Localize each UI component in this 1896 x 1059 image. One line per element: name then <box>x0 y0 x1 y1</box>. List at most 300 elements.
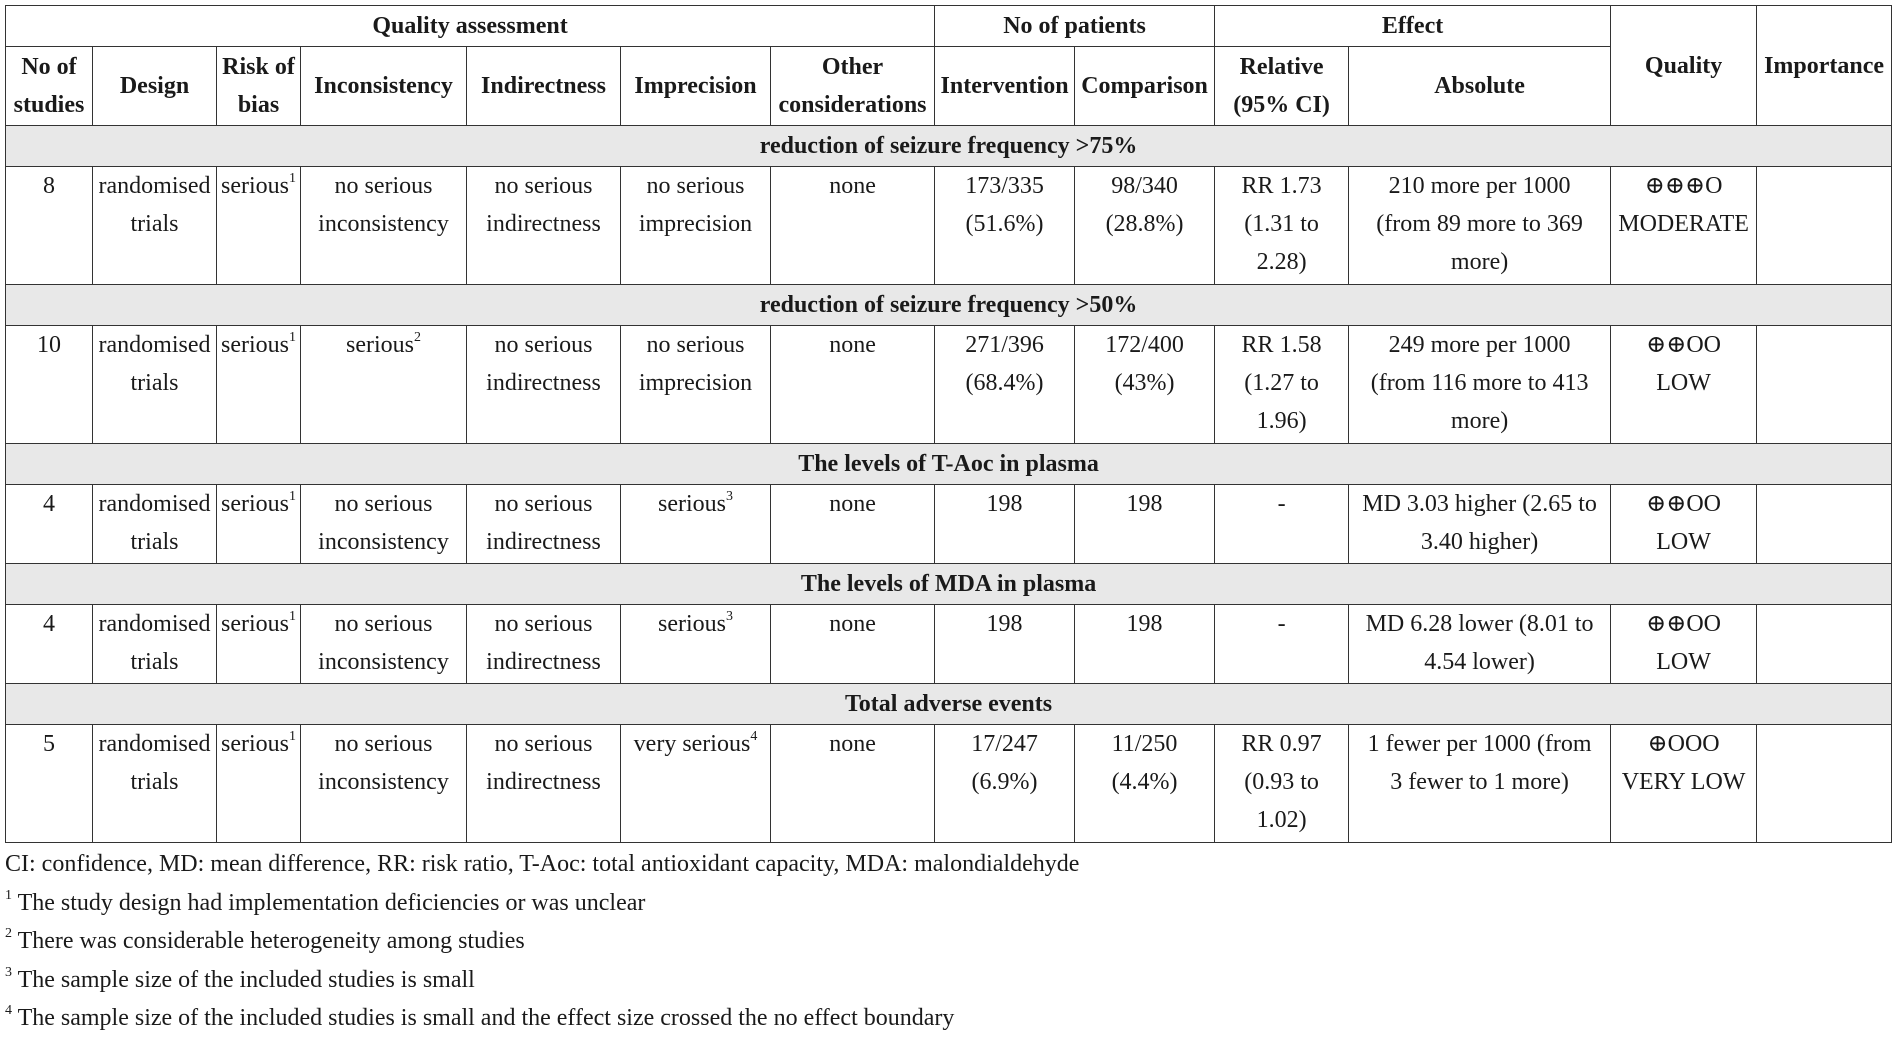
inconsistency-cell <box>301 167 467 285</box>
cell-text: 173/335 <box>965 173 1044 199</box>
cell-text: 172/400 <box>1105 332 1184 358</box>
cell-text: none <box>829 731 876 757</box>
cell-line <box>468 364 619 402</box>
footnote-marker: 2 <box>414 330 421 345</box>
cell-text: 4 <box>43 611 55 637</box>
cell-line <box>622 364 769 402</box>
no-of-studies-header: No of studies <box>6 47 93 126</box>
risk-of-bias-cell <box>217 326 301 444</box>
cell-line <box>302 326 465 364</box>
cell-line <box>302 725 465 763</box>
table-row <box>6 485 1892 564</box>
cell-text: MODERATE <box>1618 211 1749 237</box>
cell-line <box>936 725 1073 763</box>
cell-line <box>1612 364 1755 402</box>
cell-text: no serious <box>494 332 593 358</box>
cell-text: 210 more per 1000 <box>1388 173 1571 199</box>
cell-text: ⊕⊕OO <box>1646 491 1722 517</box>
cell-line <box>1216 725 1347 763</box>
indirectness-cell <box>467 485 621 564</box>
cell-text: MD 3.03 higher (2.65 to <box>1362 491 1597 517</box>
cell-line <box>468 326 619 364</box>
cell-line <box>1216 801 1347 839</box>
intervention-cell <box>935 605 1075 684</box>
footnote-marker: 1 <box>289 171 296 186</box>
abbreviations-note: CI: confidence, MD: mean difference, RR: risk ratio, T-Aoc: total antioxidant capacity, MDA: malondialdehyde <box>5 851 1080 877</box>
cell-text: 198 <box>1126 491 1163 517</box>
quality-cell <box>1611 326 1757 444</box>
relative-effect-cell <box>1215 485 1349 564</box>
cell-text: very serious <box>633 731 751 757</box>
imprecision-cell <box>621 725 771 843</box>
indirectness-header: Indirectness <box>467 47 621 126</box>
cell-text: - <box>1277 611 1286 637</box>
cell-text: 1.96) <box>1256 408 1307 434</box>
cell-text: randomised <box>98 611 211 637</box>
design-cell <box>93 725 217 843</box>
cell-line <box>94 167 215 205</box>
cell-line <box>1076 605 1213 643</box>
cell-line <box>1350 326 1609 364</box>
cell-line <box>468 605 619 643</box>
cell-line <box>94 763 215 801</box>
cell-line <box>302 523 465 561</box>
cell-text: (6.9%) <box>971 769 1038 795</box>
relative-effect-cell <box>1215 725 1349 843</box>
cell-text: 3.40 higher) <box>1420 529 1539 555</box>
cell-text: 8 <box>43 173 55 199</box>
cell-text: no serious <box>646 173 745 199</box>
cell-text: serious <box>221 611 289 637</box>
cell-line <box>1350 485 1609 523</box>
cell-text: - <box>1277 491 1286 517</box>
cell-text: 10 <box>37 332 61 358</box>
comparison-cell <box>1075 725 1215 843</box>
cell-text: (0.93 to <box>1244 769 1319 795</box>
cell-text: (4.4%) <box>1111 769 1178 795</box>
cell-text: indirectness <box>486 211 601 237</box>
footnote-text: There was considerable heterogeneity among studies <box>17 928 525 954</box>
cell-text: indirectness <box>486 649 601 675</box>
cell-line <box>622 326 769 364</box>
cell-text: indirectness <box>486 370 601 396</box>
cell-text: serious <box>658 491 726 517</box>
footnote-item <box>5 922 1891 961</box>
cell-text: ⊕⊕OO <box>1646 611 1722 637</box>
cell-line <box>1216 485 1347 523</box>
cell-text: 4.54 lower) <box>1424 649 1535 675</box>
other-considerations-cell <box>771 725 935 843</box>
group-header-row <box>6 6 1892 47</box>
imprecision-cell <box>621 167 771 285</box>
cell-text: 198 <box>1126 611 1163 637</box>
cell-text: 98/340 <box>1111 173 1178 199</box>
cell-text: indirectness <box>486 769 601 795</box>
inconsistency-cell <box>301 326 467 444</box>
cell-text: no serious <box>334 173 433 199</box>
cell-text: ⊕OOO <box>1647 731 1720 757</box>
cell-text: 3 fewer to 1 more) <box>1390 769 1569 795</box>
cell-line <box>1612 725 1755 763</box>
inconsistency-header: Inconsistency <box>301 47 467 126</box>
cell-text: serious <box>221 731 289 757</box>
quality-cell <box>1611 725 1757 843</box>
cell-text: (28.8%) <box>1105 211 1184 237</box>
absolute-effect-cell <box>1349 605 1611 684</box>
cell-text: randomised <box>98 173 211 199</box>
importance-cell <box>1757 485 1892 564</box>
cell-line <box>1076 326 1213 364</box>
cell-line <box>1350 725 1609 763</box>
footnote-number: 4 <box>5 1003 12 1018</box>
cell-line <box>1350 205 1609 243</box>
cell-line <box>1350 402 1609 440</box>
importance-header: Importance <box>1757 6 1892 126</box>
cell-line <box>1612 205 1755 243</box>
cell-text: (1.27 to <box>1244 370 1319 396</box>
cell-line <box>936 205 1073 243</box>
cell-line <box>94 523 215 561</box>
cell-line <box>936 326 1073 364</box>
no-of-studies-cell <box>6 725 93 843</box>
cell-line <box>1076 485 1213 523</box>
imprecision-cell <box>621 326 771 444</box>
relative-effect-cell <box>1215 605 1349 684</box>
cell-text: no serious <box>494 611 593 637</box>
cell-text: trials <box>130 211 179 237</box>
cell-text: trials <box>130 769 179 795</box>
cell-line <box>1350 643 1609 681</box>
indirectness-cell <box>467 326 621 444</box>
importance-cell <box>1757 167 1892 285</box>
section-header-row <box>6 564 1892 605</box>
table-row <box>6 326 1892 444</box>
cell-line <box>1612 643 1755 681</box>
cell-line <box>94 326 215 364</box>
cell-line <box>302 643 465 681</box>
quality-cell <box>1611 167 1757 285</box>
cell-text: (from 89 more to 369 <box>1376 211 1583 237</box>
column-header-row <box>6 47 1892 126</box>
cell-text: 249 more per 1000 <box>1388 332 1571 358</box>
intervention-cell <box>935 326 1075 444</box>
cell-text: LOW <box>1656 529 1711 555</box>
cell-text: 2.28) <box>1256 249 1307 275</box>
cell-line <box>1350 605 1609 643</box>
cell-text: 1.02) <box>1256 807 1307 833</box>
design-cell <box>93 167 217 285</box>
cell-text: more) <box>1450 249 1509 275</box>
relative-effect-header: Relative (95% CI) <box>1215 47 1349 126</box>
no-of-studies-cell <box>6 167 93 285</box>
cell-line <box>622 725 769 763</box>
footnote-marker: 1 <box>289 330 296 345</box>
cell-line <box>94 364 215 402</box>
risk-of-bias-cell <box>217 605 301 684</box>
cell-line <box>1216 763 1347 801</box>
cell-text: (1.31 to <box>1244 211 1319 237</box>
footnote-marker: 3 <box>726 609 733 624</box>
cell-line <box>1612 523 1755 561</box>
cell-text: imprecision <box>638 370 753 396</box>
importance-cell <box>1757 605 1892 684</box>
footnote-number: 2 <box>5 926 12 941</box>
cell-line <box>1350 523 1609 561</box>
section-title: reduction of seizure frequency >50% <box>6 285 1892 326</box>
cell-line <box>1216 364 1347 402</box>
cell-line <box>1216 167 1347 205</box>
cell-text: 198 <box>986 611 1023 637</box>
indirectness-cell <box>467 725 621 843</box>
intervention-cell <box>935 485 1075 564</box>
cell-text: none <box>829 332 876 358</box>
inconsistency-cell <box>301 725 467 843</box>
section-title: Total adverse events <box>6 684 1892 725</box>
section-header-row <box>6 126 1892 167</box>
cell-line <box>302 205 465 243</box>
cell-line <box>936 364 1073 402</box>
cell-line <box>936 763 1073 801</box>
cell-line <box>1216 326 1347 364</box>
cell-text: no serious <box>334 731 433 757</box>
cell-text: imprecision <box>638 211 753 237</box>
cell-line <box>468 643 619 681</box>
no-of-studies-cell <box>6 605 93 684</box>
cell-line <box>468 523 619 561</box>
footnote-number: 1 <box>5 887 12 903</box>
cell-text: serious <box>346 332 414 358</box>
table-footnotes <box>5 845 1891 1038</box>
indirectness-cell <box>467 605 621 684</box>
cell-text: RR 0.97 <box>1241 731 1322 757</box>
cell-line <box>622 605 769 643</box>
cell-text: serious <box>221 332 289 358</box>
section-title: reduction of seizure frequency >75% <box>6 126 1892 167</box>
importance-cell <box>1757 725 1892 843</box>
cell-line <box>302 605 465 643</box>
footnote-list <box>5 884 1891 1038</box>
design-header: Design <box>93 47 217 126</box>
footnote-text: The sample size of the included studies is small and the effect size crossed the no effect boundary <box>17 1005 955 1031</box>
absolute-effect-cell <box>1349 167 1611 285</box>
imprecision-cell <box>621 605 771 684</box>
cell-text: trials <box>130 649 179 675</box>
cell-line <box>94 725 215 763</box>
cell-text: (43%) <box>1114 370 1175 396</box>
footnote-text: The sample size of the included studies is small <box>17 966 475 993</box>
cell-line <box>94 605 215 643</box>
cell-text: inconsistency <box>318 649 449 675</box>
other-considerations-header: Other considerations <box>771 47 935 126</box>
section-header-row <box>6 684 1892 725</box>
indirectness-cell <box>467 167 621 285</box>
cell-text: RR 1.73 <box>1241 173 1322 199</box>
comparison-cell <box>1075 605 1215 684</box>
footnote-marker: 3 <box>726 489 733 504</box>
cell-text: trials <box>130 529 179 555</box>
cell-line <box>1612 763 1755 801</box>
cell-text: indirectness <box>486 529 601 555</box>
cell-line <box>622 485 769 523</box>
cell-line <box>1076 205 1213 243</box>
intervention-cell <box>935 725 1075 843</box>
cell-line <box>94 205 215 243</box>
table-row <box>6 725 1892 843</box>
cell-line <box>468 205 619 243</box>
cell-text: none <box>829 491 876 517</box>
absolute-effect-cell <box>1349 326 1611 444</box>
cell-line <box>94 643 215 681</box>
cell-line <box>1076 763 1213 801</box>
comparison-cell <box>1075 326 1215 444</box>
cell-text: no serious <box>646 332 745 358</box>
table-row <box>6 167 1892 285</box>
cell-line <box>1216 205 1347 243</box>
footnote-number: 3 <box>5 964 12 980</box>
cell-line <box>1350 763 1609 801</box>
design-cell <box>93 605 217 684</box>
cell-line <box>302 763 465 801</box>
grade-evidence-table-container <box>5 5 1891 1038</box>
cell-line <box>1076 364 1213 402</box>
cell-line <box>1216 402 1347 440</box>
cell-text: 198 <box>986 491 1023 517</box>
quality-cell <box>1611 485 1757 564</box>
risk-of-bias-cell <box>217 167 301 285</box>
risk-of-bias-header: Risk of bias <box>217 47 301 126</box>
footnote-marker: 1 <box>289 729 296 744</box>
cell-line <box>1350 167 1609 205</box>
footnote-marker: 1 <box>289 609 296 624</box>
cell-text: no serious <box>334 491 433 517</box>
absolute-effect-cell <box>1349 725 1611 843</box>
cell-text: randomised <box>98 491 211 517</box>
quality-header: Quality <box>1611 6 1757 126</box>
cell-text: trials <box>130 370 179 396</box>
relative-effect-cell <box>1215 167 1349 285</box>
no-of-studies-cell <box>6 326 93 444</box>
cell-text: 271/396 <box>965 332 1044 358</box>
cell-text: none <box>829 611 876 637</box>
cell-line <box>1612 326 1755 364</box>
cell-line <box>468 725 619 763</box>
cell-text: no serious <box>494 173 593 199</box>
cell-text: 17/247 <box>971 731 1038 757</box>
cell-line <box>468 485 619 523</box>
cell-text: RR 1.58 <box>1241 332 1322 358</box>
footnote-text: The study design had implementation deficiencies or was unclear <box>17 889 646 916</box>
cell-text: MD 6.28 lower (8.01 to <box>1365 611 1594 637</box>
other-considerations-cell <box>771 326 935 444</box>
cell-line <box>1076 167 1213 205</box>
design-cell <box>93 326 217 444</box>
cell-line <box>1076 725 1213 763</box>
section-title: The levels of MDA in plasma <box>6 564 1892 605</box>
cell-text: LOW <box>1656 649 1711 675</box>
cell-line <box>468 167 619 205</box>
cell-text: ⊕⊕OO <box>1646 332 1722 358</box>
quality-cell <box>1611 605 1757 684</box>
imprecision-cell <box>621 485 771 564</box>
cell-line <box>622 205 769 243</box>
effect-header: Effect <box>1215 6 1611 47</box>
table-row <box>6 605 1892 684</box>
cell-text: (from 116 more to 413 <box>1370 370 1589 396</box>
cell-text: 1 fewer per 1000 (from <box>1367 731 1592 757</box>
cell-text: (68.4%) <box>965 370 1044 396</box>
comparison-cell <box>1075 167 1215 285</box>
comparison-header: Comparison <box>1075 47 1215 126</box>
no-of-studies-cell <box>6 485 93 564</box>
cell-line <box>1216 605 1347 643</box>
inconsistency-cell <box>301 605 467 684</box>
other-considerations-cell <box>771 485 935 564</box>
cell-line <box>468 763 619 801</box>
relative-effect-cell <box>1215 326 1349 444</box>
cell-text: no serious <box>494 491 593 517</box>
cell-text: randomised <box>98 731 211 757</box>
footnote-item <box>5 961 1891 1000</box>
cell-line <box>622 167 769 205</box>
comparison-cell <box>1075 485 1215 564</box>
cell-line <box>936 485 1073 523</box>
cell-line <box>1612 605 1755 643</box>
cell-text: more) <box>1450 408 1509 434</box>
footnote-marker: 4 <box>750 729 758 744</box>
imprecision-header: Imprecision <box>621 47 771 126</box>
footnote-item <box>5 999 1891 1038</box>
risk-of-bias-cell <box>217 485 301 564</box>
cell-line <box>1350 364 1609 402</box>
cell-text: inconsistency <box>318 211 449 237</box>
section-header-row <box>6 444 1892 485</box>
cell-text: no serious <box>494 731 593 757</box>
risk-of-bias-cell <box>217 725 301 843</box>
quality-assessment-header: Quality assessment <box>6 6 935 47</box>
cell-text: inconsistency <box>318 769 449 795</box>
cell-text: serious <box>221 491 289 517</box>
other-considerations-cell <box>771 605 935 684</box>
cell-text: inconsistency <box>318 529 449 555</box>
grade-evidence-table <box>5 5 1892 843</box>
cell-text: (51.6%) <box>965 211 1044 237</box>
absolute-effect-header: Absolute <box>1349 47 1611 126</box>
intervention-cell <box>935 167 1075 285</box>
cell-text: serious <box>221 173 289 199</box>
importance-cell <box>1757 326 1892 444</box>
absolute-effect-cell <box>1349 485 1611 564</box>
inconsistency-cell <box>301 485 467 564</box>
no-of-patients-header: No of patients <box>935 6 1215 47</box>
cell-line <box>302 485 465 523</box>
section-header-row <box>6 285 1892 326</box>
cell-text: 5 <box>43 731 55 757</box>
other-considerations-cell <box>771 167 935 285</box>
cell-text: 11/250 <box>1111 731 1178 757</box>
cell-text: 4 <box>43 491 55 517</box>
cell-line <box>302 167 465 205</box>
cell-line <box>1216 243 1347 281</box>
cell-line <box>936 605 1073 643</box>
cell-line <box>1612 485 1755 523</box>
footnote-item <box>5 884 1891 923</box>
cell-line <box>94 485 215 523</box>
design-cell <box>93 485 217 564</box>
cell-text: no serious <box>334 611 433 637</box>
intervention-header: Intervention <box>935 47 1075 126</box>
cell-text: serious <box>658 611 726 637</box>
cell-text: LOW <box>1656 370 1711 396</box>
